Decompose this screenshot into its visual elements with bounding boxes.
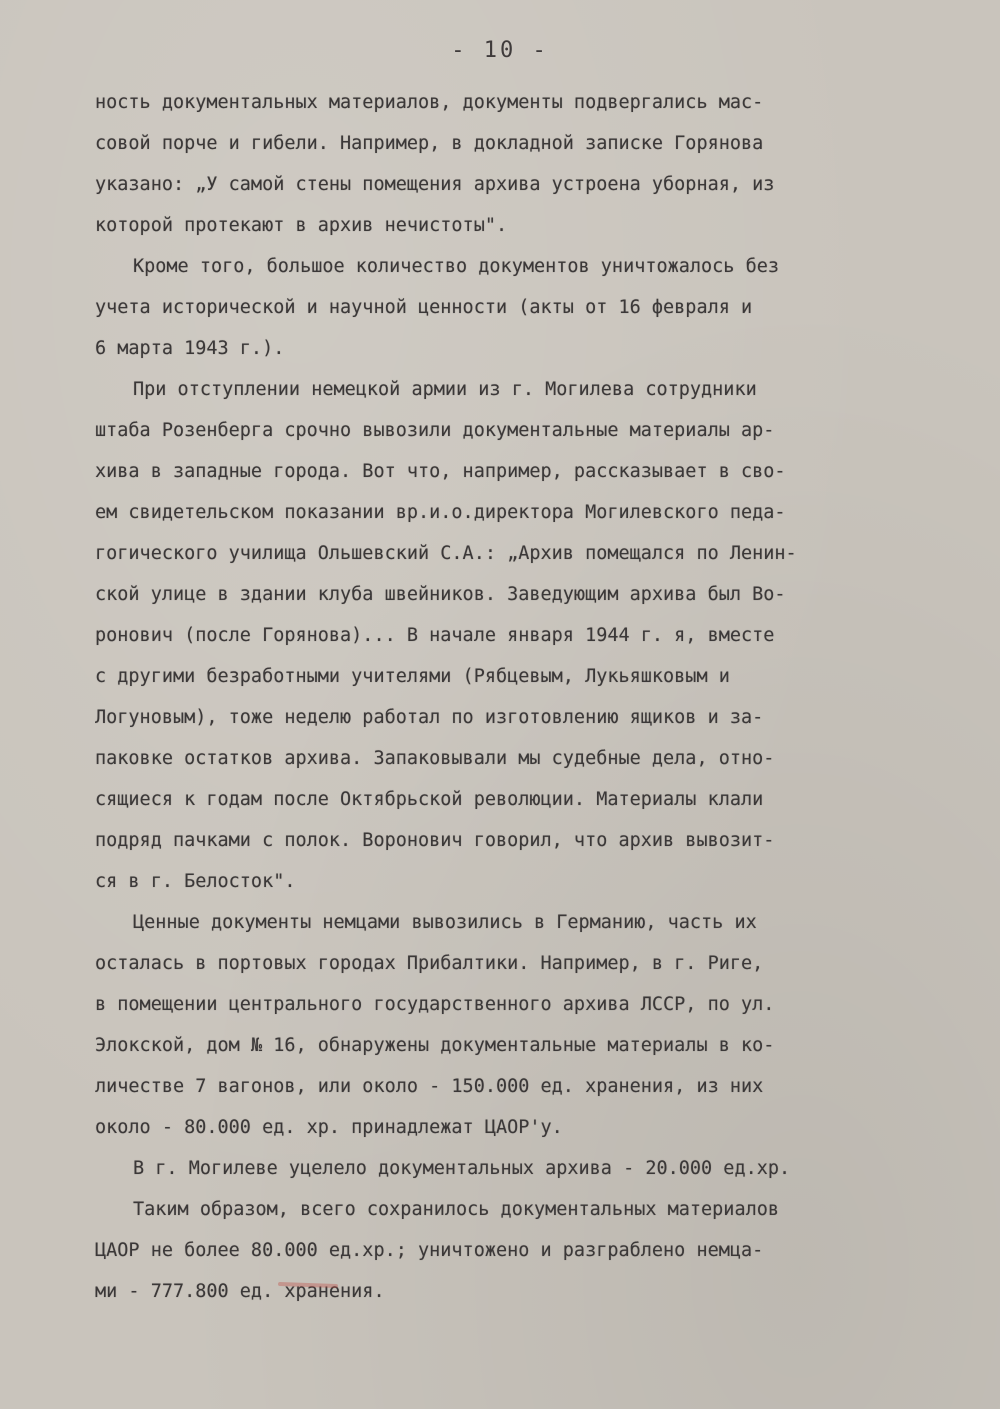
- text-line: 6 марта 1943 г.).: [95, 338, 285, 359]
- text-line: ской улице в здании клуба швейников. Заведующим архива был Во-: [95, 584, 786, 605]
- text-line: ронович (после Горянова)... В начале января 1944 г. я, вместе: [95, 625, 775, 646]
- text-line: ЦАОР не более 80.000 ед.хр.; уничтожено и разграблено немца-: [95, 1240, 764, 1261]
- text-line: в помещении центрального государственного архива ЛССР, по ул.: [95, 994, 775, 1015]
- text-line: учета исторической и научной ценности (акты от 16 февраля и: [95, 297, 753, 318]
- text-line: гогического училища Ольшевский С.А.: „Архив помещался по Ленин-: [95, 543, 797, 564]
- text-line: Логуновым), тоже неделю работал по изготовлению ящиков и за-: [95, 707, 764, 728]
- text-line: паковке остатков архива. Запаковывали мы судебные дела, отно-: [95, 748, 775, 769]
- text-line: которой протекают в архив нечистоты".: [95, 215, 508, 236]
- text-line: указано: „У самой стены помещения архива устроена уборная, из: [95, 174, 775, 195]
- text-line: Кроме того, большое количество документов уничтожалось без: [133, 256, 780, 277]
- text-line: ся в г. Белосток".: [95, 871, 296, 892]
- page-number: - 10 -: [451, 38, 549, 63]
- text-line: осталась в портовых городах Прибалтики. Например, в г. Риге,: [95, 953, 764, 974]
- text-line: хива в западные города. Вот что, например, рассказывает в сво-: [95, 461, 786, 482]
- text-line: подряд пачками с полок. Воронович говорил, что архив вывозит-: [95, 830, 775, 851]
- text-line: При отступлении немецкой армии из г. Могилева сотрудники: [133, 379, 757, 400]
- text-line: около - 80.000 ед. хр. принадлежат ЦАОР'у.: [95, 1117, 563, 1138]
- text-line: Элокской, дом № 16, обнаружены документальные материалы в ко-: [95, 1035, 775, 1056]
- text-line: штаба Розенберга срочно вывозили документальные материалы ар-: [95, 420, 775, 441]
- text-line: совой порче и гибели. Например, в докладной записке Горянова: [95, 133, 764, 154]
- text-line: сящиеся к годам после Октябрьской революции. Материалы клали: [95, 789, 764, 810]
- text-line: Таким образом, всего сохранилось документальных материалов: [133, 1199, 780, 1220]
- text-line: ми - 777.800 ед. хранения.: [95, 1281, 385, 1302]
- text-line: В г. Могилеве уцелело документальных архива - 20.000 ед.хр.: [133, 1158, 791, 1179]
- text-line: ность документальных материалов, документы подвергались мас-: [95, 92, 764, 113]
- document-body: [95, 82, 965, 1312]
- text-line: с другими безработными учителями (Рябцевым, Лукьяшковым и: [95, 666, 730, 687]
- text-line: ем свидетельском показании вр.и.о.директора Могилевского педа-: [95, 502, 786, 523]
- text-line: Ценные документы немцами вывозились в Германию, часть их: [133, 912, 757, 933]
- text-line: личестве 7 вагонов, или около - 150.000 ед. хранения, из них: [95, 1076, 764, 1097]
